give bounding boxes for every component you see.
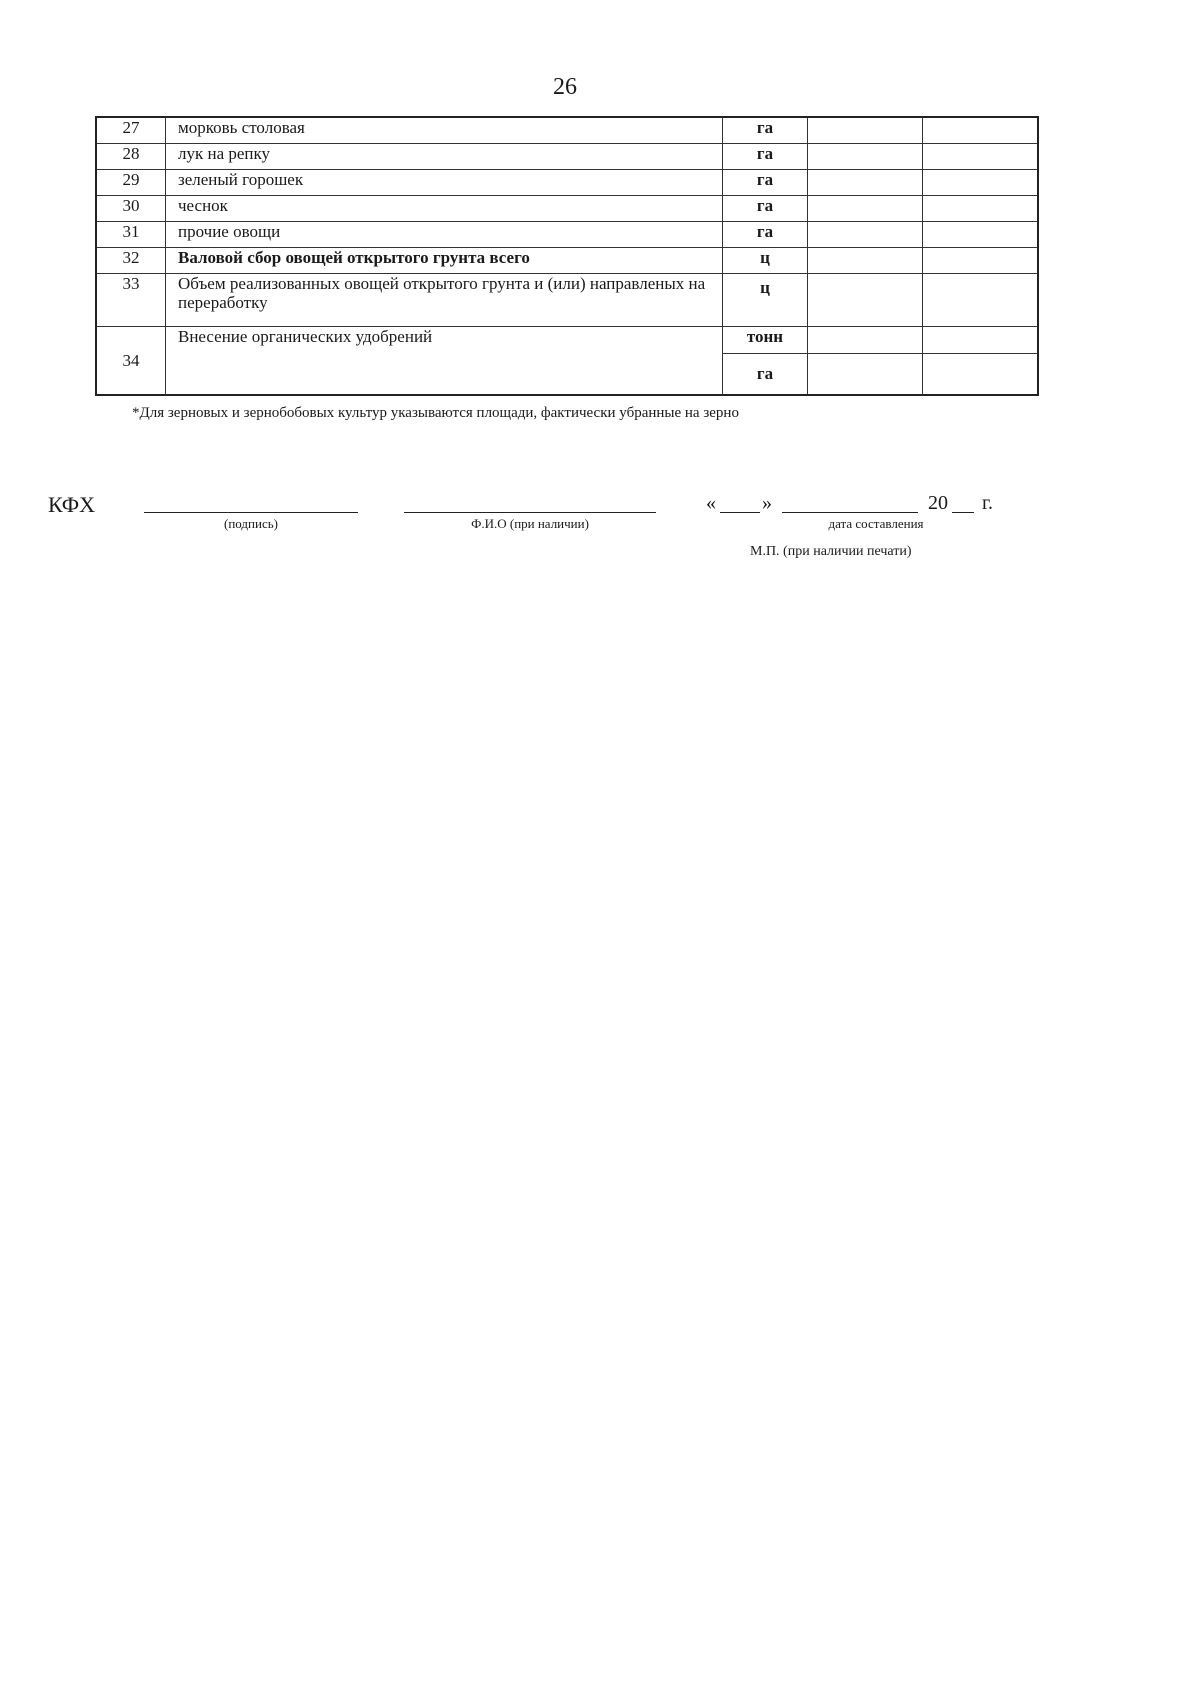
year-suffix: г. (982, 492, 993, 514)
row-number: 32 (96, 248, 166, 274)
row-number: 29 (96, 170, 166, 196)
row-unit: га (723, 222, 808, 248)
stamp-note: М.П. (при наличии печати) (750, 544, 912, 559)
row-unit: га (723, 117, 808, 144)
row-number: 28 (96, 144, 166, 170)
value-cell[interactable] (808, 248, 923, 274)
table-row (96, 117, 1038, 144)
name-line[interactable] (404, 492, 656, 513)
row-number: 30 (96, 196, 166, 222)
day-line[interactable] (720, 492, 760, 513)
value-cell[interactable] (808, 117, 923, 144)
month-line[interactable] (782, 492, 918, 513)
value-cell[interactable] (923, 354, 1039, 396)
row-label: лук на репку (166, 144, 723, 170)
row-label: Внесение органических удобрений (166, 327, 723, 396)
row-label: морковь столовая (166, 117, 723, 144)
page-number: 26 (553, 74, 577, 100)
value-cell[interactable] (923, 196, 1039, 222)
value-cell[interactable] (808, 327, 923, 354)
row-label: чеснок (166, 196, 723, 222)
value-cell[interactable] (808, 354, 923, 396)
signature-line[interactable] (144, 492, 358, 513)
row-unit: га (723, 170, 808, 196)
row-unit: тонн (723, 327, 808, 354)
name-caption: Ф.И.О (при наличии) (471, 516, 589, 531)
value-cell[interactable] (923, 327, 1039, 354)
row-unit: ц (723, 248, 808, 274)
signature-caption: (подпись) (224, 516, 278, 531)
row-number: 27 (96, 117, 166, 144)
value-cell[interactable] (808, 274, 923, 327)
row-unit: ц (723, 274, 808, 327)
table-row (96, 222, 1038, 248)
date-caption: дата составления (828, 516, 924, 531)
date-close-quote: » (762, 492, 772, 514)
row-label: Валовой сбор овощей открытого грунта всего (166, 248, 723, 274)
table-row (96, 274, 1038, 327)
table-row (96, 170, 1038, 196)
row-number: 31 (96, 222, 166, 248)
row-unit: га (723, 354, 808, 396)
value-cell[interactable] (923, 274, 1039, 327)
table-row (96, 196, 1038, 222)
value-cell[interactable] (923, 170, 1039, 196)
row-label: зеленый горошек (166, 170, 723, 196)
date-open-quote: « (706, 492, 716, 514)
table-row (96, 248, 1038, 274)
value-cell[interactable] (808, 144, 923, 170)
value-cell[interactable] (808, 170, 923, 196)
row-number: 33 (96, 274, 166, 327)
organization-label: КФХ (48, 492, 95, 517)
row-label: Объем реализованных овощей открытого грунта и (или) направленых на переработку (166, 274, 723, 327)
value-cell[interactable] (923, 144, 1039, 170)
value-cell[interactable] (923, 222, 1039, 248)
row-unit: га (723, 144, 808, 170)
signature-block (48, 492, 1048, 572)
form-table (95, 116, 1039, 396)
year-line[interactable] (952, 492, 974, 513)
footnote: *Для зерновых и зернобобовых культур указываются площади, фактически убранные на зерно (132, 405, 739, 421)
value-cell[interactable] (808, 196, 923, 222)
table-row (96, 327, 1038, 354)
table-row (96, 144, 1038, 170)
row-label: прочие овощи (166, 222, 723, 248)
value-cell[interactable] (808, 222, 923, 248)
value-cell[interactable] (923, 248, 1039, 274)
value-cell[interactable] (923, 117, 1039, 144)
row-number: 34 (96, 327, 166, 396)
row-unit: га (723, 196, 808, 222)
year-prefix: 20 (928, 492, 948, 514)
